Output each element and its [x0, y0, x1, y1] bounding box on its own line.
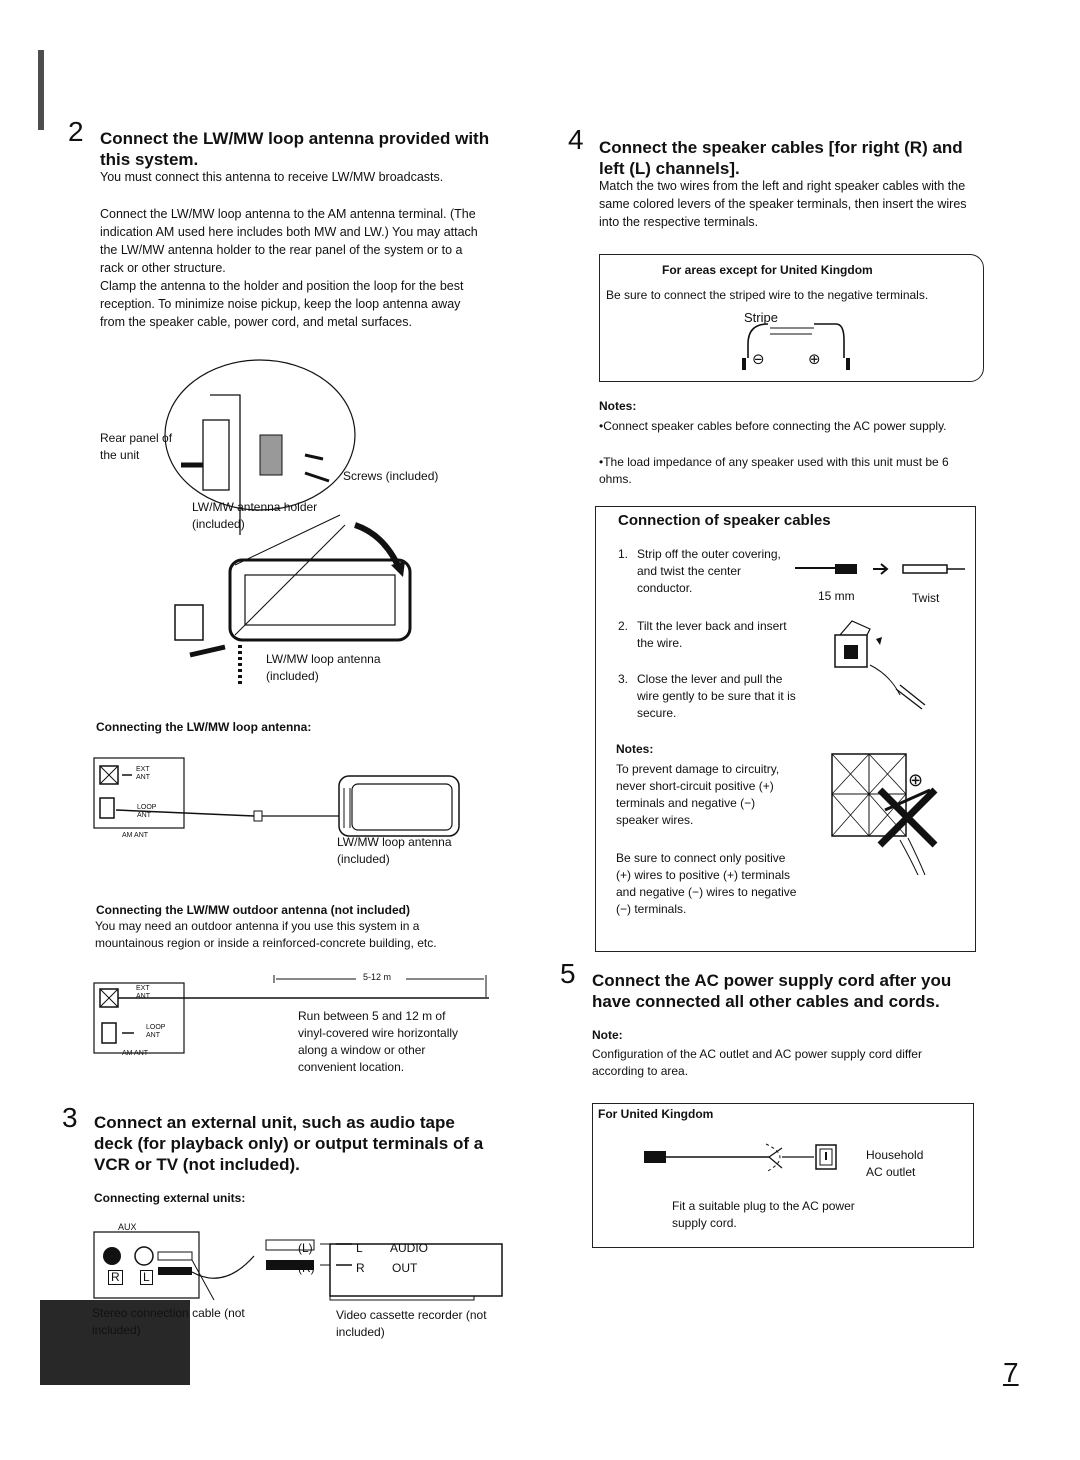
step2-intro: You must connect this antenna to receive LW/MW broadcasts.	[100, 170, 444, 184]
short-circuit-warning-figure	[830, 750, 945, 875]
term-loop-ant: LOOP ANT	[137, 804, 157, 819]
vcr-audio: AUDIO	[390, 1241, 429, 1255]
step4-title: Connect the speaker cables [for right (R) and left (L) channels].	[599, 138, 963, 178]
strip-wire-figure	[795, 558, 965, 582]
step5-number: 5	[560, 958, 576, 989]
step4-notes-heading: Notes:	[599, 399, 637, 413]
outdoor-body: You may need an outdoor antenna if you use this system in a mountainous region or inside a reinforced-concrete building, etc.	[95, 919, 437, 950]
cable-caption: Stereo connection cable (not included)	[92, 1306, 245, 1337]
outdoor-caption: Run between 5 and 12 m of vinyl-covered wire horizontally along a window or other convenient location.	[298, 1009, 459, 1074]
vcr-caption: Video cassette recorder (not included)	[336, 1308, 487, 1339]
step2-title: Connect the LW/MW loop antenna provided with this system.	[100, 129, 490, 169]
warning-plus-sign: ⊕	[908, 770, 924, 790]
outdoor-heading: Connecting the LW/MW outdoor antenna (not included)	[96, 903, 410, 917]
vcr-r: R	[356, 1261, 365, 1275]
cable-step2-n: 2.	[618, 619, 629, 633]
fig-screws-label: Screws (included)	[343, 469, 439, 483]
step2-number: 2	[68, 116, 84, 147]
cable-step2-text: Tilt the lever back and insert the wire.	[637, 619, 787, 650]
cable-step3-n: 3.	[618, 672, 629, 686]
outdoor-ext-ant: EXT ANT	[136, 985, 150, 1000]
cable-step1-text: Strip off the outer covering, and twist the center conductor.	[637, 547, 781, 595]
term-am-ant: AM ANT	[122, 832, 149, 839]
outdoor-loop-ant: LOOP ANT	[146, 1024, 166, 1039]
loop-antenna-caption: LW/MW loop antenna (included)	[337, 835, 452, 866]
connecting-loop-heading: Connecting the LW/MW loop antenna:	[96, 720, 312, 734]
step4-note1: •Connect speaker cables before connecting the AC power supply.	[599, 419, 947, 433]
minus-terminal: ⊖	[752, 351, 765, 368]
step4-body: Match the two wires from the left and right speaker cables with the same colored levers of the speaker terminals, then insert the wires into the respective terminals.	[599, 179, 967, 229]
uk-plug-figure	[644, 1140, 854, 1180]
aux-label: AUX	[118, 1222, 137, 1232]
cables-notes-heading: Notes:	[616, 742, 654, 756]
outdoor-am-ant: AM ANT	[122, 1050, 149, 1057]
plug-r: (R)	[298, 1261, 315, 1275]
aux-l: L	[140, 1270, 153, 1285]
cable-step1-n: 1.	[618, 547, 629, 561]
stripe-label: Stripe	[744, 310, 778, 325]
step5-title: Connect the AC power supply cord after you have connected all other cables and cords.	[592, 971, 952, 1011]
areas-body: Be sure to connect the striped wire to the negative terminals.	[606, 288, 929, 302]
fig-loop-label: LW/MW loop antenna (included)	[266, 652, 381, 683]
lever-terminal-figure	[830, 615, 930, 715]
areas-heading: For areas except for United Kingdom	[662, 263, 873, 277]
plus-terminal: ⊕	[808, 351, 821, 368]
cables-box-title: Connection of speaker cables	[618, 512, 831, 529]
uk-heading: For United Kingdom	[598, 1107, 714, 1121]
step4-note2: •The load impedance of any speaker used with this unit must be 6 ohms.	[599, 455, 949, 486]
step3-number: 3	[62, 1102, 78, 1133]
cables-note1: To prevent damage to circuitry, never short-circuit positive (+) terminals and negative (−) speaker wires.	[616, 762, 780, 827]
scan-mark-top	[38, 50, 44, 130]
cables-note2: Be sure to connect only positive (+) wires to positive (+) terminals and negative (−) wires to negative (−) terminals.	[616, 851, 797, 916]
step2-body2: Clamp the antenna to the holder and position the loop for the best reception. To minimize noise pickup, keep the loop antenna away from the speaker cable, power cord, and metal surfaces.	[100, 279, 464, 329]
page-number: 7	[1003, 1357, 1019, 1388]
aux-r: R	[108, 1270, 123, 1285]
step5-note-body: Configuration of the AC outlet and AC power supply cord differ according to area.	[592, 1047, 922, 1078]
step4-number: 4	[568, 124, 584, 155]
vcr-out: OUT	[392, 1261, 418, 1275]
strip-twist: Twist	[912, 591, 940, 605]
fig-rear-panel-label: Rear panel of the unit	[100, 431, 173, 462]
term-ext-ant: EXT ANT	[136, 766, 150, 781]
cable-step3-text: Close the lever and pull the wire gently to be sure that it is secure.	[637, 672, 796, 720]
outlet-label: Household AC outlet	[866, 1148, 924, 1179]
step2-body1: Connect the LW/MW loop antenna to the AM antenna terminal. (The indication AM used here includes both MW and LW.) You may attach the LW/MW antenna holder to the rear panel of the system or to a rack or other structure.	[100, 207, 478, 275]
fig-holder-label: LW/MW antenna holder (included)	[192, 500, 318, 531]
vcr-l: L	[356, 1241, 363, 1255]
step3-title: Connect an external unit, such as audio tape deck (for playback only) or output terminals of a VCR or TV (not included).	[94, 1113, 484, 1174]
step5-note-heading: Note:	[592, 1028, 623, 1042]
uk-body: Fit a suitable plug to the AC power supply cord.	[672, 1199, 855, 1230]
wire-length-label: 5-12 m	[363, 972, 392, 982]
plug-l: (L)	[298, 1241, 313, 1255]
external-units-heading: Connecting external units:	[94, 1191, 246, 1205]
strip-15mm: 15 mm	[818, 589, 855, 603]
